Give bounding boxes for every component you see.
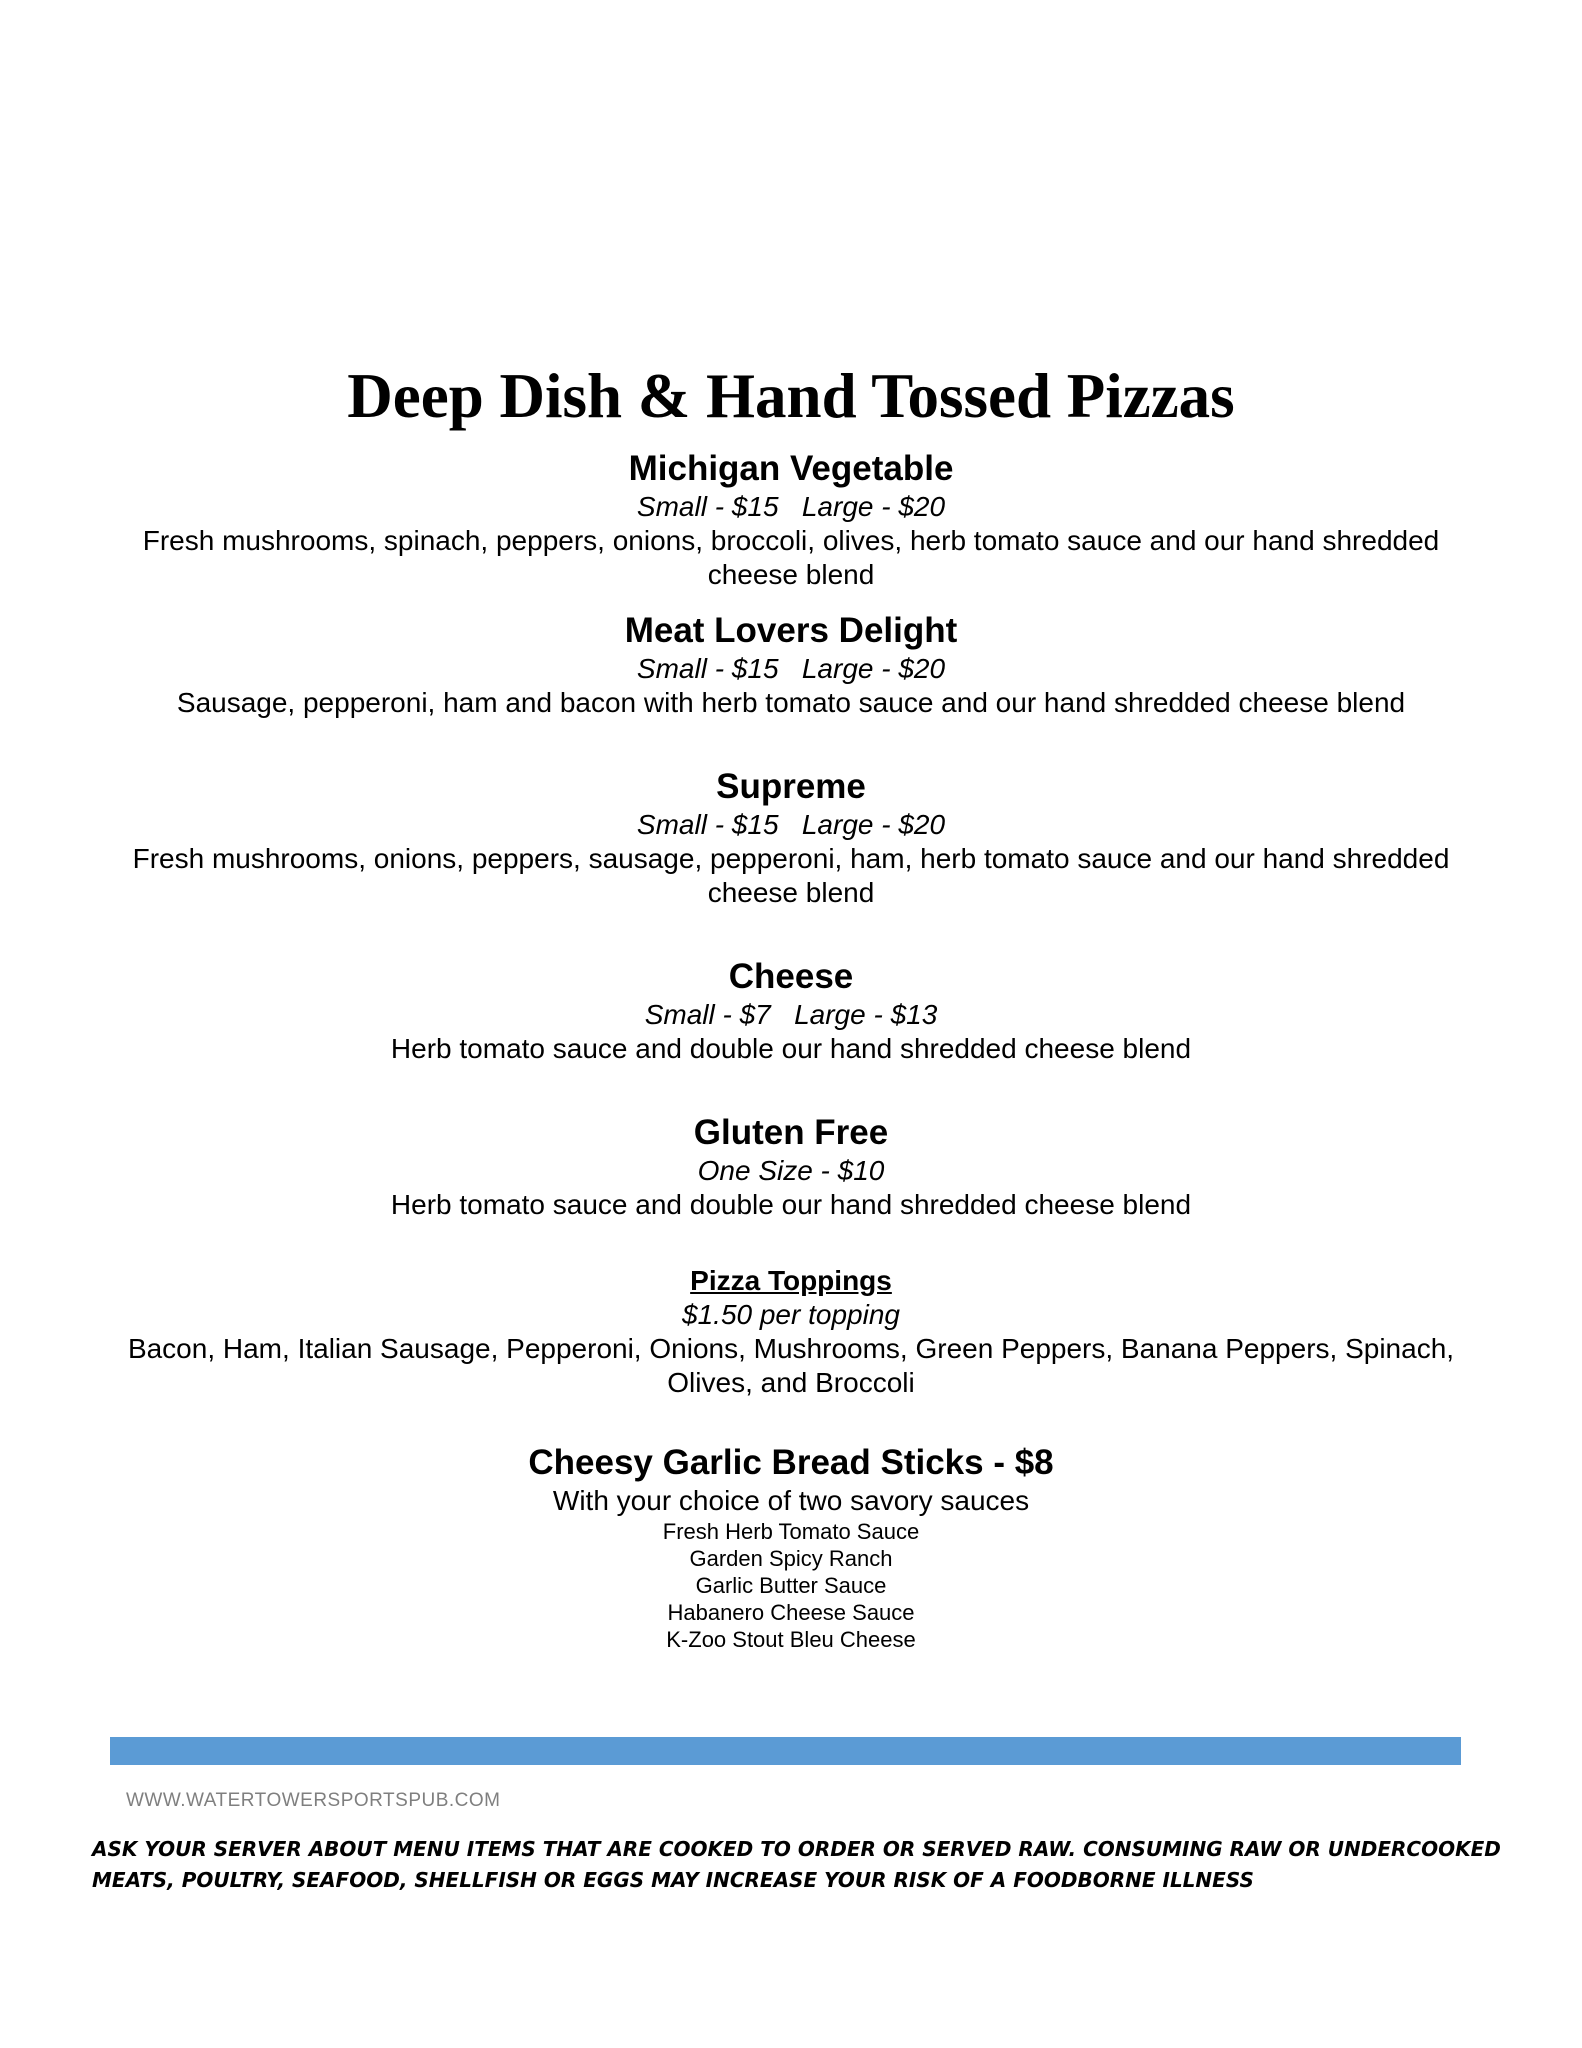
bread-sticks-section (100, 1442, 1482, 1653)
sauce-item: Fresh Herb Tomato Sauce (662, 1519, 920, 1544)
bread-sticks-name: Cheesy Garlic Bread Sticks - $8 (528, 1443, 1054, 1482)
item-description: Herb tomato sauce and double our hand shredded cheese blend (390, 1189, 1192, 1220)
item-name: Gluten Free (693, 1113, 889, 1152)
item-name: Meat Lovers Delight (624, 611, 958, 650)
pizza-toppings-section (100, 1264, 1482, 1400)
footer-accent-bar (110, 1737, 1461, 1765)
sauce-item: K-Zoo Stout Bleu Cheese (666, 1627, 916, 1652)
item-price: One Size - $10 (697, 1155, 885, 1186)
bread-sticks-subtitle: With your choice of two savory sauces (552, 1485, 1030, 1516)
menu-item-cheese (100, 956, 1482, 1066)
disclaimer-line-1: ASK YOUR SERVER ABOUT MENU ITEMS THAT ARE COOKED TO ORDER OR SERVED RAW. CONSUMING RAW OR UNDERCOOKED (92, 1837, 1501, 1861)
item-description: Herb tomato sauce and double our hand shredded cheese blend (390, 1033, 1192, 1064)
item-description: Sausage, pepperoni, ham and bacon with herb tomato sauce and our hand shredded cheese blend (176, 687, 1406, 718)
menu-item-supreme (100, 766, 1482, 910)
pizza-menu (100, 448, 1482, 1653)
menu-item-gluten-free (100, 1112, 1482, 1222)
page-title: Deep Dish & Hand Tossed Pizzas (347, 361, 1235, 431)
item-price: Small - $7 Large - $13 (644, 999, 938, 1030)
item-name: Supreme (716, 767, 866, 806)
toppings-price: $1.50 per topping (682, 1299, 900, 1330)
website-url: WWW.WATERTOWERSPORTSPUB.COM (126, 1790, 501, 1811)
item-description: Fresh mushrooms, onions, peppers, sausage, pepperoni, ham, herb tomato sauce and our hand shredded cheese blend (132, 843, 1450, 908)
item-description: Fresh mushrooms, spinach, peppers, onions, broccoli, olives, herb tomato sauce and our hand shredded cheese blend (142, 525, 1440, 590)
food-safety-disclaimer (92, 1834, 1512, 1896)
sauce-item: Garden Spicy Ranch (689, 1546, 893, 1571)
sauce-item: Garlic Butter Sauce (695, 1573, 887, 1598)
toppings-heading: Pizza Toppings (690, 1265, 892, 1296)
item-price: Small - $15 Large - $20 (636, 809, 946, 840)
toppings-list: Bacon, Ham, Italian Sausage, Pepperoni, Onions, Mushrooms, Green Peppers, Banana Peppers, Spinach, Olives, and Broccoli (127, 1333, 1455, 1398)
item-name: Michigan Vegetable (628, 449, 954, 488)
item-price: Small - $15 Large - $20 (636, 653, 946, 684)
menu-item-michigan-vegetable (100, 448, 1482, 592)
menu-item-meat-lovers-delight (100, 610, 1482, 720)
disclaimer-line-2: MEATS, POULTRY, SEAFOOD, SHELLFISH OR EGGS MAY INCREASE YOUR RISK OF A FOODBORNE ILLNESS (92, 1868, 1254, 1892)
item-name: Cheese (728, 957, 854, 996)
item-price: Small - $15 Large - $20 (636, 491, 946, 522)
sauce-item: Habanero Cheese Sauce (667, 1600, 915, 1625)
